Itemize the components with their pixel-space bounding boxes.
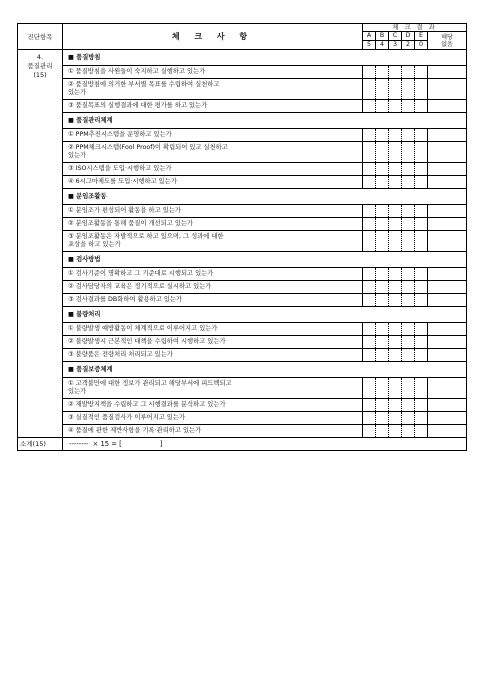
- checklist-item: [18, 100, 467, 113]
- score-cell-c[interactable]: [389, 399, 402, 412]
- score-cell-d[interactable]: [402, 129, 415, 142]
- checklist-item-text: [63, 294, 363, 307]
- checklist-item-text: [63, 378, 363, 399]
- score-cell-e[interactable]: [415, 142, 428, 163]
- checklist-item: [18, 281, 467, 294]
- score-cell-e[interactable]: [415, 425, 428, 438]
- subtotal-dashes: --------: [69, 440, 89, 448]
- checklist-item-text: [63, 100, 363, 113]
- score-cell-b[interactable]: [376, 378, 389, 399]
- checklist-item: [18, 336, 467, 349]
- score-cell-e[interactable]: [415, 129, 428, 142]
- checklist-item: [18, 176, 467, 189]
- section-title: ■ 품질방침: [63, 50, 467, 66]
- score-cell-a[interactable]: [363, 281, 376, 294]
- score-cell-d[interactable]: [402, 323, 415, 336]
- subtotal-label: 소계(15): [18, 438, 63, 451]
- score-cell-d[interactable]: [402, 294, 415, 307]
- checklist-item-text: [63, 231, 363, 252]
- score-cell-c[interactable]: [389, 218, 402, 231]
- score-cell-b[interactable]: [376, 425, 389, 438]
- score-cell-a[interactable]: [363, 142, 376, 163]
- score-cell-a[interactable]: [363, 425, 376, 438]
- score-cell-b[interactable]: [376, 100, 389, 113]
- score-cell-na[interactable]: [428, 142, 467, 163]
- score-cell-e[interactable]: [415, 323, 428, 336]
- checklist-item-line: ④ 6시그마제도를 도입·시행하고 있는가: [68, 178, 177, 185]
- section-title: ■ 품질보증체계: [63, 362, 467, 378]
- score-cell-d[interactable]: [402, 336, 415, 349]
- score-cell-e[interactable]: [415, 79, 428, 100]
- score-cell-na[interactable]: [428, 218, 467, 231]
- checklist-item-line: ③ 검사결과를 DB화하여 활용하고 있는가: [68, 296, 183, 303]
- checklist-item-line: ① 품질방침을 사원들이 숙지하고 실행하고 있는가: [68, 68, 206, 75]
- section-title: ■ 불량처리: [63, 307, 467, 323]
- checklist-item: [18, 231, 467, 252]
- result-column-header: 체 크 결 과: [363, 24, 467, 32]
- score-cell-b[interactable]: [376, 163, 389, 176]
- checklist-item: [18, 79, 467, 100]
- subtotal-formula: [63, 438, 467, 451]
- grade-b-score: 4: [376, 41, 389, 50]
- score-cell-e[interactable]: [415, 399, 428, 412]
- checklist-item-text: [63, 79, 363, 100]
- checklist-item-text: [63, 142, 363, 163]
- grade-e-header: E: [415, 32, 428, 41]
- score-cell-a[interactable]: [363, 218, 376, 231]
- checklist-item-line: 포상을 하고 있는가: [68, 241, 121, 248]
- score-cell-na[interactable]: [428, 268, 467, 281]
- score-cell-b[interactable]: [376, 129, 389, 142]
- score-cell-c[interactable]: [389, 336, 402, 349]
- checklist-item-line: ① 분임조가 편성되어 활동을 하고 있는가: [68, 207, 181, 214]
- score-cell-c[interactable]: [389, 294, 402, 307]
- check-column-header: 체 크 사 항: [63, 24, 363, 50]
- grade-b-header: B: [376, 32, 389, 41]
- score-cell-e[interactable]: [415, 176, 428, 189]
- checklist-item-line: ③ 불량품은 전량처리 처리되고 있는가: [68, 351, 173, 358]
- checklist-item: [18, 268, 467, 281]
- checklist-item-text: [63, 176, 363, 189]
- grade-a-header: A: [363, 32, 376, 41]
- score-cell-b[interactable]: [376, 176, 389, 189]
- score-cell-e[interactable]: [415, 205, 428, 218]
- category-count: (15): [33, 71, 47, 79]
- score-cell-c[interactable]: [389, 281, 402, 294]
- checklist-item-text: [63, 412, 363, 425]
- section-title: ■ 검사방법: [63, 252, 467, 268]
- checklist-item: [18, 66, 467, 79]
- score-cell-c[interactable]: [389, 79, 402, 100]
- checklist-item-line: ② 품질방침에 의거한 부서별 목표를 수립하여 실천하고: [68, 81, 220, 88]
- score-cell-d[interactable]: [402, 425, 415, 438]
- checklist-item: [18, 425, 467, 438]
- checklist-item: [18, 218, 467, 231]
- score-cell-b[interactable]: [376, 349, 389, 362]
- score-cell-a[interactable]: [363, 412, 376, 425]
- score-cell-b[interactable]: [376, 142, 389, 163]
- checklist-item-line: ② 불량발생시 근본적인 대책을 수립하여 시행하고 있는가: [68, 338, 226, 345]
- subtotal-multiplier: × 15 = [: [92, 440, 122, 448]
- checklist-item: [18, 323, 467, 336]
- score-cell-e[interactable]: [415, 412, 428, 425]
- checklist-item-line: ② 재발방지책을 수립하고 그 시행결과를 분석하고 있는가: [68, 401, 226, 408]
- grade-c-header: C: [389, 32, 402, 41]
- score-cell-a[interactable]: [363, 268, 376, 281]
- score-cell-e[interactable]: [415, 336, 428, 349]
- grade-d-score: 2: [402, 41, 415, 50]
- score-cell-c[interactable]: [389, 142, 402, 163]
- score-cell-d[interactable]: [402, 205, 415, 218]
- score-cell-a[interactable]: [363, 100, 376, 113]
- checklist-item-line: 있는가: [68, 89, 87, 96]
- checklist-item: [18, 142, 467, 163]
- score-cell-d[interactable]: [402, 176, 415, 189]
- score-cell-d[interactable]: [402, 66, 415, 79]
- checklist-table: [17, 23, 467, 451]
- score-cell-c[interactable]: [389, 268, 402, 281]
- checklist-item: [18, 294, 467, 307]
- score-cell-na[interactable]: [428, 323, 467, 336]
- checklist-item: [18, 378, 467, 399]
- score-cell-na[interactable]: [428, 100, 467, 113]
- score-cell-na[interactable]: [428, 66, 467, 79]
- score-cell-b[interactable]: [376, 231, 389, 252]
- checklist-item-text: [63, 163, 363, 176]
- score-cell-d[interactable]: [402, 399, 415, 412]
- score-cell-e[interactable]: [415, 281, 428, 294]
- section-title: ■ 품질관리체계: [63, 113, 467, 129]
- score-cell-b[interactable]: [376, 66, 389, 79]
- score-cell-c[interactable]: [389, 349, 402, 362]
- checklist-item-line: ① 검사기준이 명확하고 그 기준대로 시행되고 있는가: [68, 270, 214, 277]
- score-cell-b[interactable]: [376, 281, 389, 294]
- grade-a-score: 5: [363, 41, 376, 50]
- category-cell: [18, 50, 63, 438]
- score-cell-d[interactable]: [402, 163, 415, 176]
- checklist-item-line: ③ ISO시스템을 도입·시행하고 있는가: [68, 165, 172, 172]
- score-cell-a[interactable]: [363, 79, 376, 100]
- score-cell-e[interactable]: [415, 66, 428, 79]
- checklist-item-line: 있는가: [68, 152, 87, 159]
- subtotal-close-bracket: ]: [159, 440, 163, 448]
- score-cell-a[interactable]: [363, 176, 376, 189]
- checklist-item: [18, 129, 467, 142]
- score-cell-b[interactable]: [376, 412, 389, 425]
- score-cell-c[interactable]: [389, 205, 402, 218]
- checklist-item-line: ② 검사담당자의 교육은 정기적으로 실시하고 있는가: [68, 283, 212, 290]
- score-cell-b[interactable]: [376, 294, 389, 307]
- score-cell-d[interactable]: [402, 218, 415, 231]
- score-cell-d[interactable]: [402, 79, 415, 100]
- score-cell-e[interactable]: [415, 294, 428, 307]
- checklist-item-text: [63, 425, 363, 438]
- checklist-item: [18, 163, 467, 176]
- score-cell-a[interactable]: [363, 378, 376, 399]
- score-cell-b[interactable]: [376, 218, 389, 231]
- score-cell-e[interactable]: [415, 100, 428, 113]
- score-cell-na[interactable]: [428, 231, 467, 252]
- category-column-header: 진단항목: [18, 24, 63, 50]
- checklist-item-text: [63, 399, 363, 412]
- checklist-item-text: [63, 205, 363, 218]
- score-cell-d[interactable]: [402, 231, 415, 252]
- score-cell-b[interactable]: [376, 268, 389, 281]
- score-cell-a[interactable]: [363, 66, 376, 79]
- checklist-item-line: ① PPM추진시스템을 운영하고 있는가: [68, 131, 172, 138]
- score-cell-d[interactable]: [402, 378, 415, 399]
- score-cell-c[interactable]: [389, 425, 402, 438]
- checklist-item: [18, 205, 467, 218]
- score-cell-d[interactable]: [402, 281, 415, 294]
- score-cell-na[interactable]: [428, 336, 467, 349]
- checklist-item-line: ④ 품질에 관한 제반사항을 기록·관리하고 있는가: [68, 427, 202, 434]
- score-cell-c[interactable]: [389, 412, 402, 425]
- checklist-item-line: ① 불량발생 예방활동이 체계적으로 이루어지고 있는가: [68, 325, 218, 332]
- score-cell-a[interactable]: [363, 323, 376, 336]
- score-cell-d[interactable]: [402, 412, 415, 425]
- category-name: 품질관리: [27, 62, 53, 70]
- score-cell-b[interactable]: [376, 79, 389, 100]
- score-cell-a[interactable]: [363, 163, 376, 176]
- checklist-item-line: ② 분임조활동을 통해 품질이 개선되고 있는가: [68, 220, 194, 227]
- checklist-item-line: 있는가: [68, 388, 87, 395]
- score-cell-a[interactable]: [363, 205, 376, 218]
- score-cell-c[interactable]: [389, 323, 402, 336]
- score-cell-e[interactable]: [415, 349, 428, 362]
- score-cell-a[interactable]: [363, 231, 376, 252]
- score-cell-a[interactable]: [363, 294, 376, 307]
- checklist-item-text: [63, 281, 363, 294]
- score-cell-na[interactable]: [428, 425, 467, 438]
- checklist-item-line: ③ 품질목표의 실행결과에 대한 평가를 하고 있는가: [68, 102, 208, 109]
- checklist-item: [18, 399, 467, 412]
- checklist-item-line: ③ 분임조활동은 자발적으로 하고 있으며, 그 성과에 대한: [68, 233, 224, 240]
- score-cell-na[interactable]: [428, 294, 467, 307]
- checklist-item-text: [63, 66, 363, 79]
- checklist-item: [18, 412, 467, 425]
- score-cell-e[interactable]: [415, 231, 428, 252]
- score-cell-e[interactable]: [415, 378, 428, 399]
- category-number: 4.: [36, 53, 44, 61]
- score-cell-b[interactable]: [376, 336, 389, 349]
- grade-d-header: D: [402, 32, 415, 41]
- score-cell-c[interactable]: [389, 163, 402, 176]
- checklist-item-line: ③ 실질적인 품질검사가 이루어지고 있는가: [68, 414, 186, 421]
- score-cell-c[interactable]: [389, 231, 402, 252]
- checklist-item-text: [63, 129, 363, 142]
- score-cell-d[interactable]: [402, 268, 415, 281]
- section-title: ■ 분임조활동: [63, 189, 467, 205]
- checklist-item-text: [63, 336, 363, 349]
- score-cell-na[interactable]: [428, 399, 467, 412]
- score-cell-a[interactable]: [363, 349, 376, 362]
- score-cell-na[interactable]: [428, 349, 467, 362]
- score-cell-na[interactable]: [428, 129, 467, 142]
- score-cell-na[interactable]: [428, 205, 467, 218]
- score-cell-c[interactable]: [389, 129, 402, 142]
- checklist-item-text: [63, 323, 363, 336]
- score-cell-na[interactable]: [428, 176, 467, 189]
- score-cell-b[interactable]: [376, 399, 389, 412]
- score-cell-d[interactable]: [402, 100, 415, 113]
- score-cell-na[interactable]: [428, 163, 467, 176]
- score-cell-b[interactable]: [376, 205, 389, 218]
- score-cell-c[interactable]: [389, 100, 402, 113]
- checklist-item-text: [63, 268, 363, 281]
- score-cell-a[interactable]: [363, 399, 376, 412]
- checklist-item-line: ① 고객불만에 대한 정보가 관리되고 해당부서에 피드백되고: [68, 380, 232, 387]
- score-cell-c[interactable]: [389, 176, 402, 189]
- checklist-item-text: [63, 349, 363, 362]
- score-cell-na[interactable]: [428, 281, 467, 294]
- grade-e-score: 0: [415, 41, 428, 50]
- score-cell-c[interactable]: [389, 66, 402, 79]
- checklist-item-line: ② PPM체크시스템(Fool Proof)이 확립되어 있고 실천하고: [68, 144, 228, 151]
- score-cell-e[interactable]: [415, 163, 428, 176]
- checklist-item-text: [63, 218, 363, 231]
- score-cell-a[interactable]: [363, 129, 376, 142]
- grade-c-score: 3: [389, 41, 402, 50]
- score-cell-c[interactable]: [389, 378, 402, 399]
- score-cell-e[interactable]: [415, 218, 428, 231]
- score-cell-b[interactable]: [376, 323, 389, 336]
- score-cell-na[interactable]: [428, 412, 467, 425]
- score-cell-a[interactable]: [363, 336, 376, 349]
- score-cell-d[interactable]: [402, 349, 415, 362]
- score-cell-na[interactable]: [428, 79, 467, 100]
- score-cell-d[interactable]: [402, 142, 415, 163]
- score-cell-na[interactable]: [428, 378, 467, 399]
- checklist-item: [18, 349, 467, 362]
- score-cell-e[interactable]: [415, 268, 428, 281]
- not-applicable-header: 해당 없음: [428, 32, 467, 50]
